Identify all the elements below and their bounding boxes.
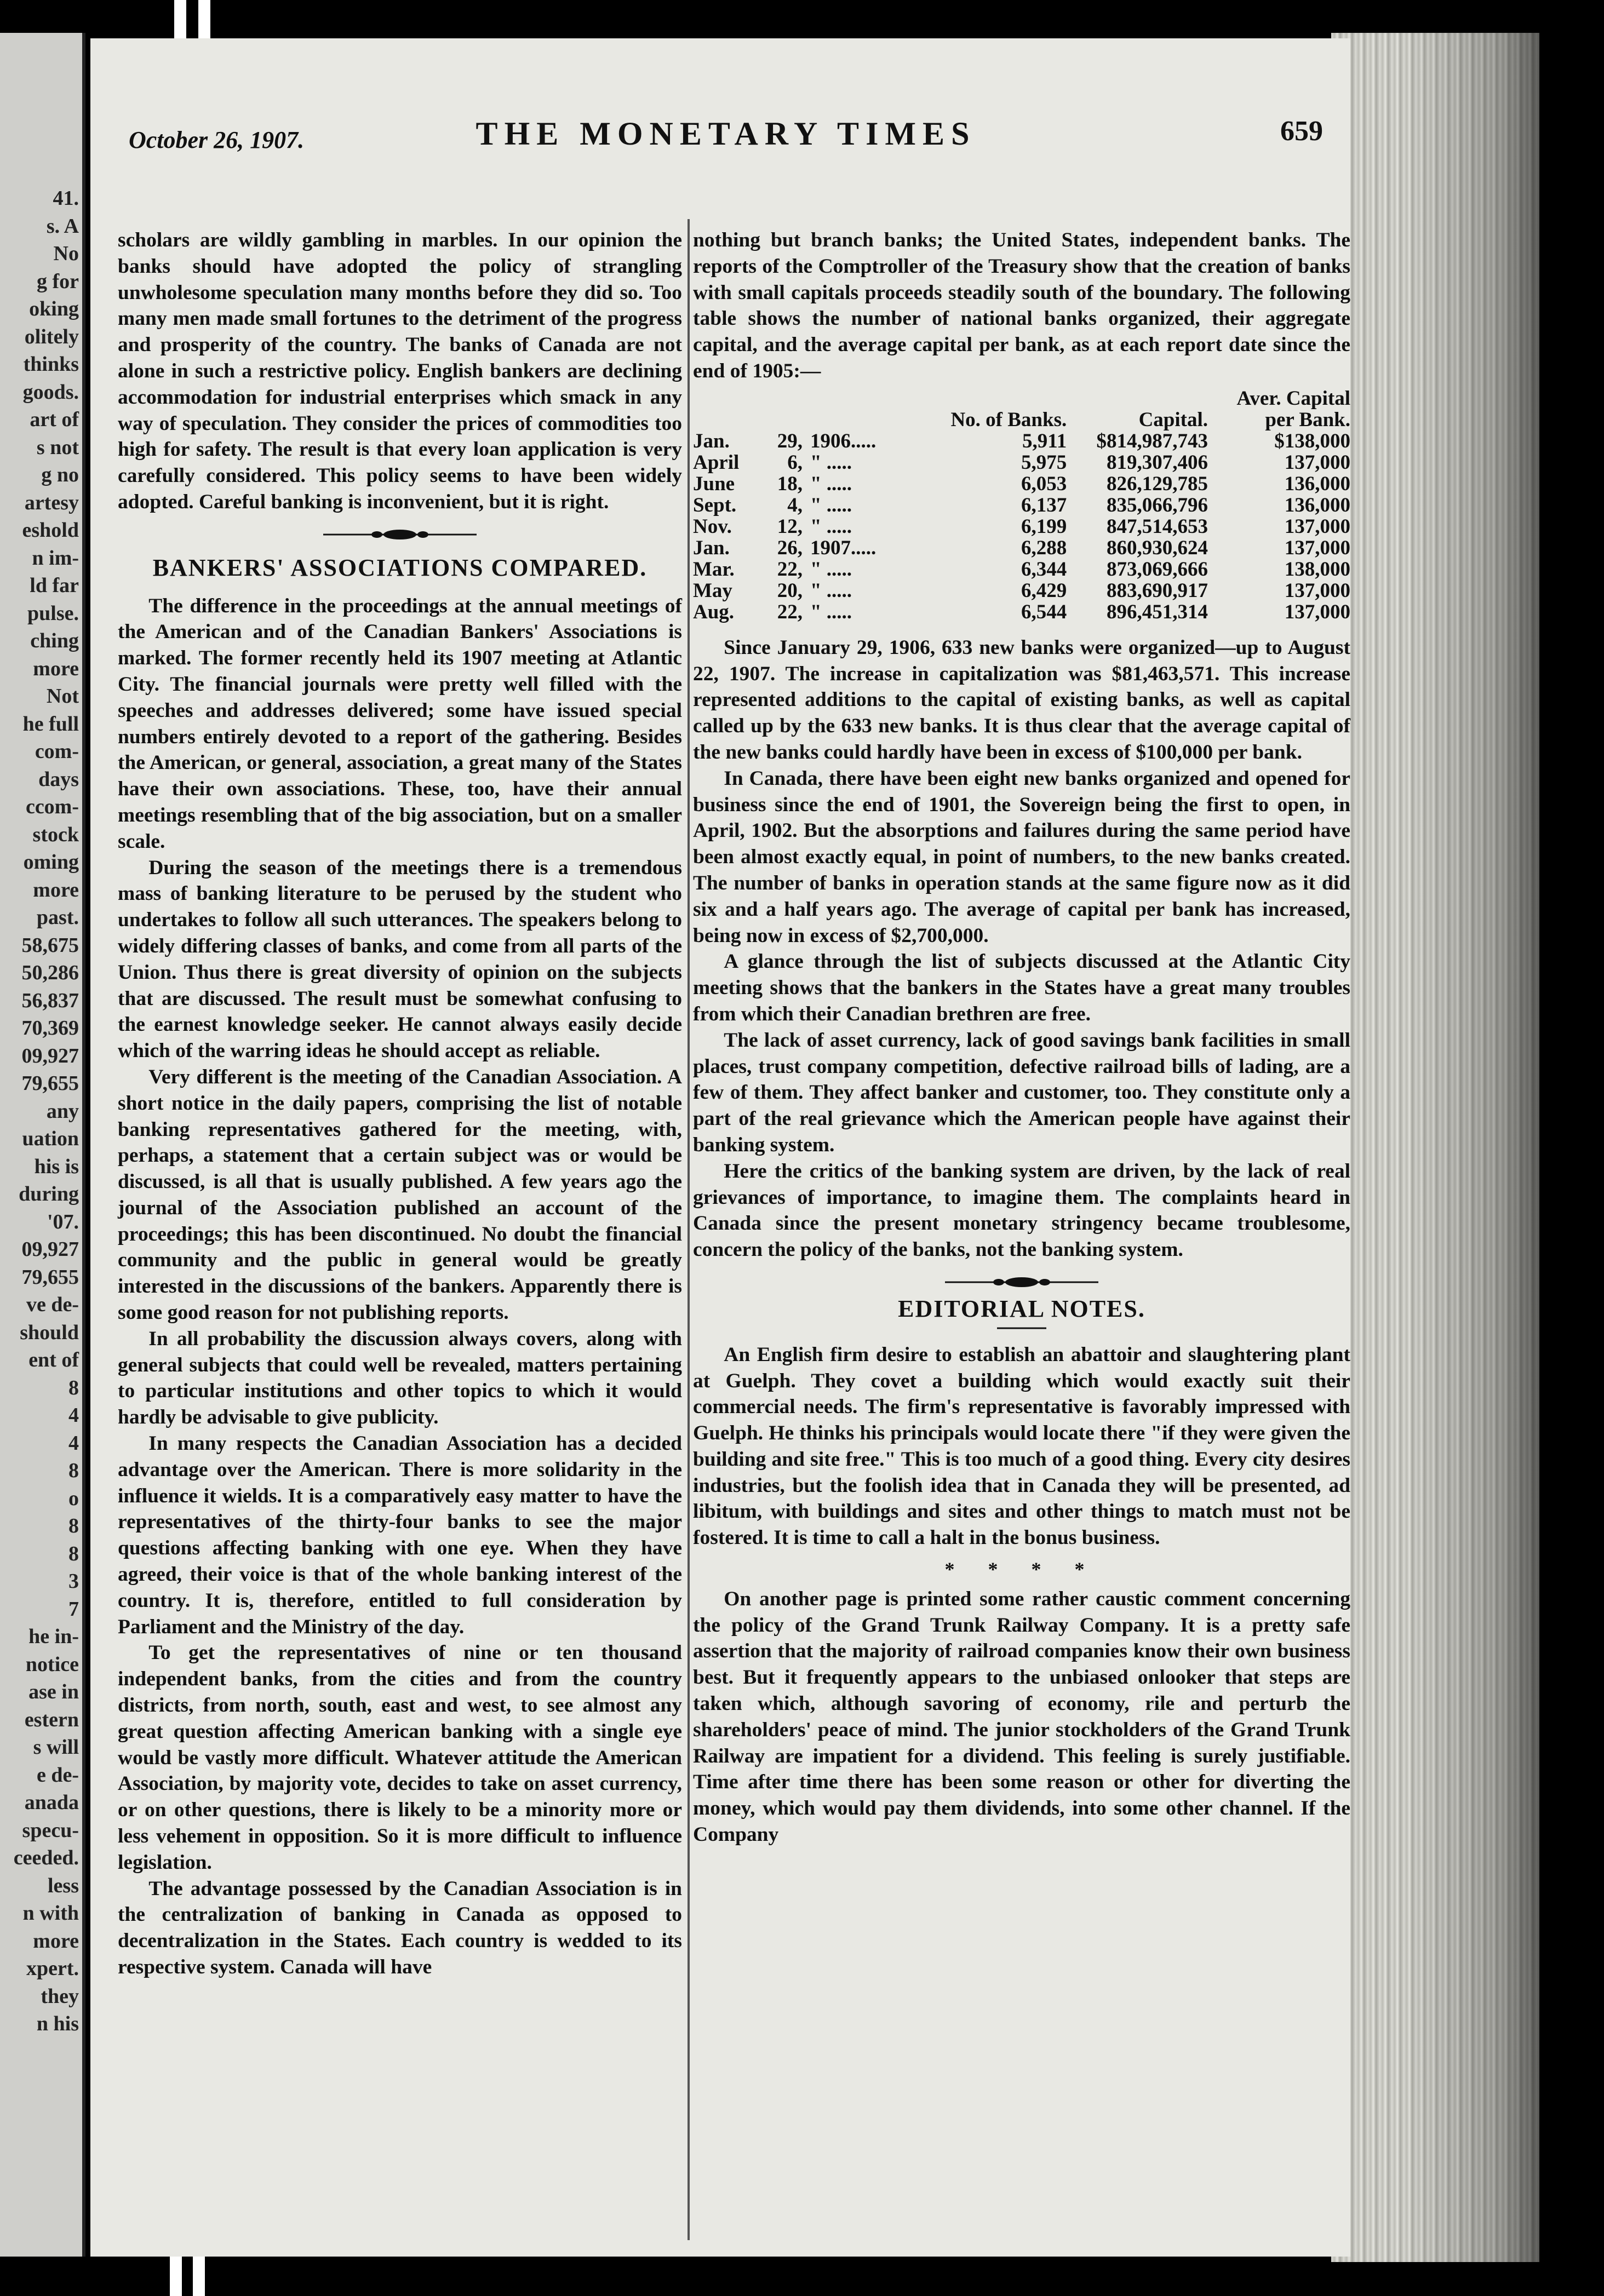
margin-fragment: 8	[68, 1514, 79, 1537]
section-title-editorial-notes: EDITORIAL NOTES.	[898, 1295, 1145, 1322]
margin-fragment: ccom-	[25, 795, 79, 818]
margin-fragment: g for	[36, 269, 79, 293]
margin-fragment: days	[38, 767, 79, 791]
margin-fragment: n his	[36, 2012, 79, 2035]
cell-year: " .....	[810, 600, 852, 623]
margin-fragment: pulse.	[27, 601, 79, 625]
margin-fragment: uation	[22, 1127, 79, 1150]
cell-banks: 6,544	[1021, 600, 1067, 623]
editorial-separator: * * * *	[944, 1558, 1099, 1581]
header-average-capital-label: Aver. Capital per Bank.	[1236, 387, 1350, 431]
margin-fragment: 41.	[53, 187, 79, 210]
issue-date: October 26, 1907.	[129, 127, 305, 153]
margin-fragment: oking	[29, 297, 79, 320]
cell-month: Sept.	[693, 493, 737, 516]
margin-fragment: ld far	[30, 574, 79, 597]
newspaper-page	[90, 38, 1350, 2257]
margin-fragment: 09,927	[21, 1238, 79, 1261]
previous-page-edge	[0, 33, 85, 2257]
cell-average: 138,000	[1284, 558, 1350, 581]
cell-capital: 847,514,653	[1107, 515, 1208, 538]
cell-average: 137,000	[1284, 536, 1350, 559]
margin-fragment: '07.	[47, 1210, 79, 1233]
national-banks-table	[693, 388, 1350, 623]
cell-day: 20,	[777, 579, 803, 602]
right-paragraph: The lack of asset currency, lack of good savings bank facilities in small places, trust company competition, defective railroad bills of lading, are a few of them. They affect banker and customer, too. They constitute only a part of the real grievance which the American people have against their banking system.	[693, 1029, 1350, 1156]
cell-day: 4,	[787, 493, 803, 516]
margin-fragment: estern	[24, 1708, 79, 1731]
table-row	[693, 601, 1350, 623]
cell-month: April	[693, 451, 740, 474]
margin-fragment: eshold	[22, 519, 79, 542]
cell-average: 136,000	[1284, 472, 1350, 495]
margin-fragment: n im-	[32, 546, 79, 570]
margin-fragment: 79,655	[21, 1072, 79, 1095]
margin-fragment: more	[33, 657, 79, 680]
right-paragraph: A glance through the list of subjects discussed at the Atlantic City meeting shows that the bankers in the States have a great many troubles from which their Canadian brethren are free.	[693, 950, 1350, 1025]
left-column	[118, 227, 682, 1981]
editorial-ornament	[945, 1276, 1098, 1288]
cell-average: 137,000	[1284, 600, 1350, 623]
margin-fragment: he full	[22, 712, 79, 736]
left-paragraph: During the season of the meetings there is a tremendous mass of banking literature to be perused by the student who undertakes to follow all such utterances. The speakers belong to widely differing classes of banks, and come from all parts of the Union. Thus there is great diversity of opinion on the subjects that are discussed. The result must be somewhat confusing to the earnest knowledge seeker. He cannot always easily decide which of the warring ideas he should accept as reliable.	[118, 856, 682, 1063]
cell-capital: 826,129,785	[1107, 472, 1208, 495]
masthead: THE MONETARY TIMES	[476, 116, 976, 152]
margin-fragment: o	[68, 1486, 79, 1510]
margin-fragment: 7	[68, 1597, 79, 1621]
cell-average: 137,000	[1284, 451, 1350, 474]
cell-day: 22,	[777, 600, 803, 623]
margin-fragment: ent of	[28, 1348, 79, 1371]
margin-fragment: s will	[33, 1736, 79, 1759]
margin-fragment: 58,675	[21, 933, 79, 957]
cell-day: 29,	[777, 429, 803, 452]
right-paragraph: Since January 29, 1906, 633 new banks were organized—up to August 22, 1907. The increase in capitalization was $81,463,571. This increase represented additions to the capital of existing banks, as well as capital called up by the 633 new banks. It is thus clear that the average capital of the new banks could hardly have been in excess of $100,000 per bank.	[693, 636, 1350, 764]
margin-fragment: should	[20, 1321, 79, 1344]
page-header	[129, 115, 1323, 164]
margin-fragment: 56,837	[21, 989, 79, 1012]
margin-fragment: past.	[36, 906, 79, 929]
cell-capital: 860,930,624	[1107, 536, 1208, 559]
cell-capital: $814,987,743	[1096, 429, 1208, 452]
page-number: 659	[1280, 116, 1323, 147]
header-no-of-banks: No. of Banks.	[950, 408, 1067, 431]
cell-average: $138,000	[1274, 429, 1350, 452]
cell-banks: 6,199	[1021, 515, 1067, 538]
margin-fragment: specu-	[22, 1818, 79, 1842]
margin-fragment: oming	[23, 851, 79, 874]
editorial-underline	[997, 1324, 1046, 1332]
margin-fragment: 4	[68, 1404, 79, 1427]
margin-fragment: 8	[68, 1459, 79, 1482]
cell-day: 26,	[777, 536, 803, 559]
margin-fragment: 79,655	[21, 1265, 79, 1289]
margin-fragment: ceeded.	[13, 1846, 79, 1869]
cell-average: 137,000	[1284, 515, 1350, 538]
margin-fragment: e de-	[36, 1763, 79, 1787]
cell-banks: 6,053	[1021, 472, 1067, 495]
cell-banks: 6,137	[1021, 493, 1067, 516]
table-row	[693, 431, 1350, 452]
margin-fragment: 8	[68, 1542, 79, 1565]
editorial-body	[693, 1342, 1350, 1551]
right-column-intro: nothing but branch banks; the United States, independent banks. The reports of the Comptroller of the Treasury show that the creation of banks with small capitals proceeds steadily south of the boundary. The following table shows the number of national banks organized, their aggregate capital, and the average capital per bank, as at each report date since the end of 1905:—	[693, 229, 1350, 382]
margin-fragment: his is	[34, 1155, 79, 1178]
table-row	[693, 495, 1350, 516]
cell-day: 12,	[777, 515, 803, 538]
table-row	[693, 537, 1350, 559]
table-row	[693, 516, 1350, 537]
margin-fragment: No	[53, 242, 79, 265]
margin-fragment: 3	[68, 1570, 79, 1593]
margin-fragment: any	[46, 1099, 79, 1123]
cell-day: 6,	[787, 451, 803, 474]
margin-fragment: artesy	[24, 491, 79, 514]
cell-capital: 835,066,796	[1107, 493, 1208, 516]
margin-fragment: 4	[68, 1431, 79, 1455]
left-paragraph: In all probability the discussion always covers, along with general subjects that could well be revealed, matters pertaining to particular institutions and other topics to which it would hardly be advisable to give publicity.	[118, 1327, 682, 1429]
cell-banks: 6,429	[1021, 579, 1067, 602]
cell-banks: 5,975	[1021, 451, 1067, 474]
table-row	[693, 559, 1350, 580]
column-rule	[688, 219, 690, 2240]
cell-average: 136,000	[1284, 493, 1350, 516]
left-paragraph: In many respects the Canadian Association has a decided advantage over the American. There is more solidarity in the influence it wields. It is a comparatively easy matter to have the representatives of the thirty-four banks to see the major questions affecting banking with one eye. When they have agreed, their voice is that of the whole banking interest of the country. It is, therefore, entitled to full consideration by Parliament and the Ministry of the day.	[118, 1432, 682, 1638]
cell-year: " .....	[810, 472, 852, 495]
cell-capital: 896,451,314	[1107, 600, 1208, 623]
header-average-capital	[1208, 388, 1350, 431]
table-row	[693, 580, 1350, 601]
margin-fragment: thinks	[23, 353, 79, 376]
cell-month: Mar.	[693, 558, 735, 581]
margin-fragment: anada	[24, 1791, 79, 1814]
right-column-body	[693, 635, 1350, 1263]
margin-fragment: they	[41, 1984, 79, 2008]
margin-fragment: notice	[25, 1652, 79, 1676]
margin-fragment: olitely	[24, 325, 79, 348]
cell-year: " .....	[810, 579, 852, 602]
margin-fragment: Not	[46, 685, 79, 708]
cell-month: Jan.	[693, 429, 730, 452]
margin-fragment: ase in	[28, 1680, 79, 1703]
table-header-row	[693, 388, 1350, 431]
right-paragraph: In Canada, there have been eight new banks organized and opened for business since the end of 1901, the Sovereign being the first to open, in April, 1902. But the absorptions and failures during the same period have been almost exactly equal, in point of numbers, to the new banks created. The number of banks in operation stands at the same figure now as it did six and a half years ago. The average of capital per bank has increased, being now in excess of $2,700,000.	[693, 767, 1350, 947]
final-paragraph: On another page is printed some rather caustic comment concerning the policy of the Grand Trunk Railway Company. It is a pretty safe assertion that the majority of railroad companies know their own business best. But it frequently appears to the unbiased onlooker that steps are taken which, although savoring of economy, rile and perturb the shareholders' peace of mind. The junior stockholders of the Grand Trunk Railway are impatient for a dividend. This feeling is surely justifiable. Time after time there has been some reason or other for diverting the money, which would pay them dividends, into some other channel. If the Company	[693, 1587, 1350, 1846]
left-column-body	[118, 593, 682, 1981]
cell-month: May	[693, 579, 732, 602]
left-paragraph: The difference in the proceedings at the annual meetings of the American and of the Canadian Bankers' Associations is marked. The former recently held its 1907 meeting at Atlantic City. The financial journals were pretty well filled with the speeches and addresses delivered; some have issued special numbers entirely devoted to a report of the gathering. Besides the American, or general, association, a great many of the States have their own associations. These, too, have their annual meetings resembling that of the big association, but on a smaller scale.	[118, 594, 682, 853]
right-paragraph: Here the critics of the banking system are driven, by the lack of real grievances of importance, to imagine them. The complaints heard in Canada since the present monetary stringency became troublesome, concern the policy of the banks, not the banking system.	[693, 1160, 1350, 1261]
table-row	[693, 452, 1350, 473]
cell-average: 137,000	[1284, 579, 1350, 602]
cell-year: " .....	[810, 451, 852, 474]
margin-fragment: less	[48, 1874, 79, 1897]
cell-day: 22,	[777, 558, 803, 581]
section-title-bankers-associations: BANKERS' ASSOCIATIONS COMPARED.	[152, 554, 648, 581]
margin-fragment: xpert.	[26, 1957, 79, 1980]
cell-year: 1906.....	[810, 429, 877, 452]
margin-fragment: n with	[22, 1902, 79, 1925]
margin-fragment: s. A	[46, 214, 79, 238]
margin-fragment: art of	[30, 408, 79, 431]
editorial-paragraph: An English firm desire to establish an abattoir and slaughtering plant at Guelph. They covet a building which would exactly suit their commercial needs. The firm's representative is favorably impressed with Guelph. He thinks his principals would locate there "if they were given the building and site free." This is too much of a good thing. Every city desires industries, but the foolish idea that in Canada they will be presented, ad libitum, with buildings and sites and other things to match must not be fostered. It is time to call a halt in the bonus business.	[693, 1343, 1350, 1549]
left-paragraph: The advantage possessed by the Canadian Association is in the centralization of banking in Canada as opposed to decentralization in the States. Each country is wedded to its respective system. Canada will have	[118, 1877, 682, 1978]
cell-month: June	[693, 472, 735, 495]
cell-year: " .....	[810, 493, 852, 516]
cell-capital: 819,307,406	[1107, 451, 1208, 474]
header-capital: Capital.	[1138, 408, 1208, 431]
cell-month: Nov.	[693, 515, 732, 538]
cell-banks: 6,288	[1021, 536, 1067, 559]
binding-shadow	[1402, 33, 1539, 2262]
margin-fragment: he in-	[28, 1625, 79, 1648]
table-header-spacer	[693, 388, 920, 431]
margin-fragment: 09,927	[21, 1044, 79, 1067]
margin-fragment: 70,369	[21, 1017, 79, 1040]
cell-capital: 873,069,666	[1107, 558, 1208, 581]
table-row	[693, 473, 1350, 495]
cell-capital: 883,690,917	[1107, 579, 1208, 602]
cell-banks: 5,911	[1022, 429, 1067, 452]
margin-fragment: during	[19, 1183, 79, 1206]
opening-paragraph: scholars are wildly gambling in marbles. In our opinion the banks should have adopted the policy of strangling unwholesome speculation many months before they did so. Too many men made small fortunes to the detriment of the progress and prosperity of the country. The banks of Canada are not alone in such a restrictive policy. English bankers are declining accommodation for industrial enterprises which smack in any way of speculation. They consider the prices of commodities too high for safety. The result is that every loan application is very carefully considered. This policy seems to have been widely adopted. Careful banking is inconvenient, but it is right.	[118, 229, 682, 513]
margin-fragment: 50,286	[21, 961, 79, 984]
margin-fragment: s not	[36, 435, 79, 459]
cell-banks: 6,344	[1021, 558, 1067, 581]
margin-fragment: ching	[30, 629, 79, 652]
left-paragraph: Very different is the meeting of the Canadian Association. A short notice in the daily papers, comprising the list of notable banking representatives gathered for the meeting, with, perhaps, a statement that a certain subject was or would be discussed, is all that is usually published. A few years ago the journal of the Association published an account of the proceedings; this has been discontinued. No doubt the financial community and the public in general would be greatly interested in the discussions of the bankers. Apparently there is some good reason for not publishing reports.	[118, 1065, 682, 1324]
margin-fragment: ve de-	[26, 1293, 79, 1316]
right-column	[693, 227, 1350, 1848]
cell-month: Aug.	[693, 600, 735, 623]
margin-fragment: more	[33, 1929, 79, 1953]
margin-fragment: g no	[41, 463, 79, 486]
cell-year: " .....	[810, 558, 852, 581]
cell-day: 18,	[777, 472, 803, 495]
margin-fragment: more	[33, 878, 79, 902]
cell-month: Jan.	[693, 536, 730, 559]
margin-fragment: com-	[35, 740, 79, 763]
left-paragraph: To get the representatives of nine or ten thousand independent banks, from the cities and from the country districts, from north, south, east and west, to see almost any great question affecting American banking with a single eye would be vastly more difficult. Whatever attitude the American Association, by majority vote, decides to take on asset currency, or on other questions, there is likely to be a minority more or less vehement in opposition. So it is more difficult to influence legislation.	[118, 1641, 682, 1874]
cell-year: " .....	[810, 515, 852, 538]
cell-year: 1907.....	[810, 536, 877, 559]
section-ornament	[323, 529, 477, 541]
margin-fragment: goods.	[22, 380, 79, 404]
margin-fragment: 8	[68, 1376, 79, 1399]
margin-fragment: stock	[32, 823, 79, 846]
